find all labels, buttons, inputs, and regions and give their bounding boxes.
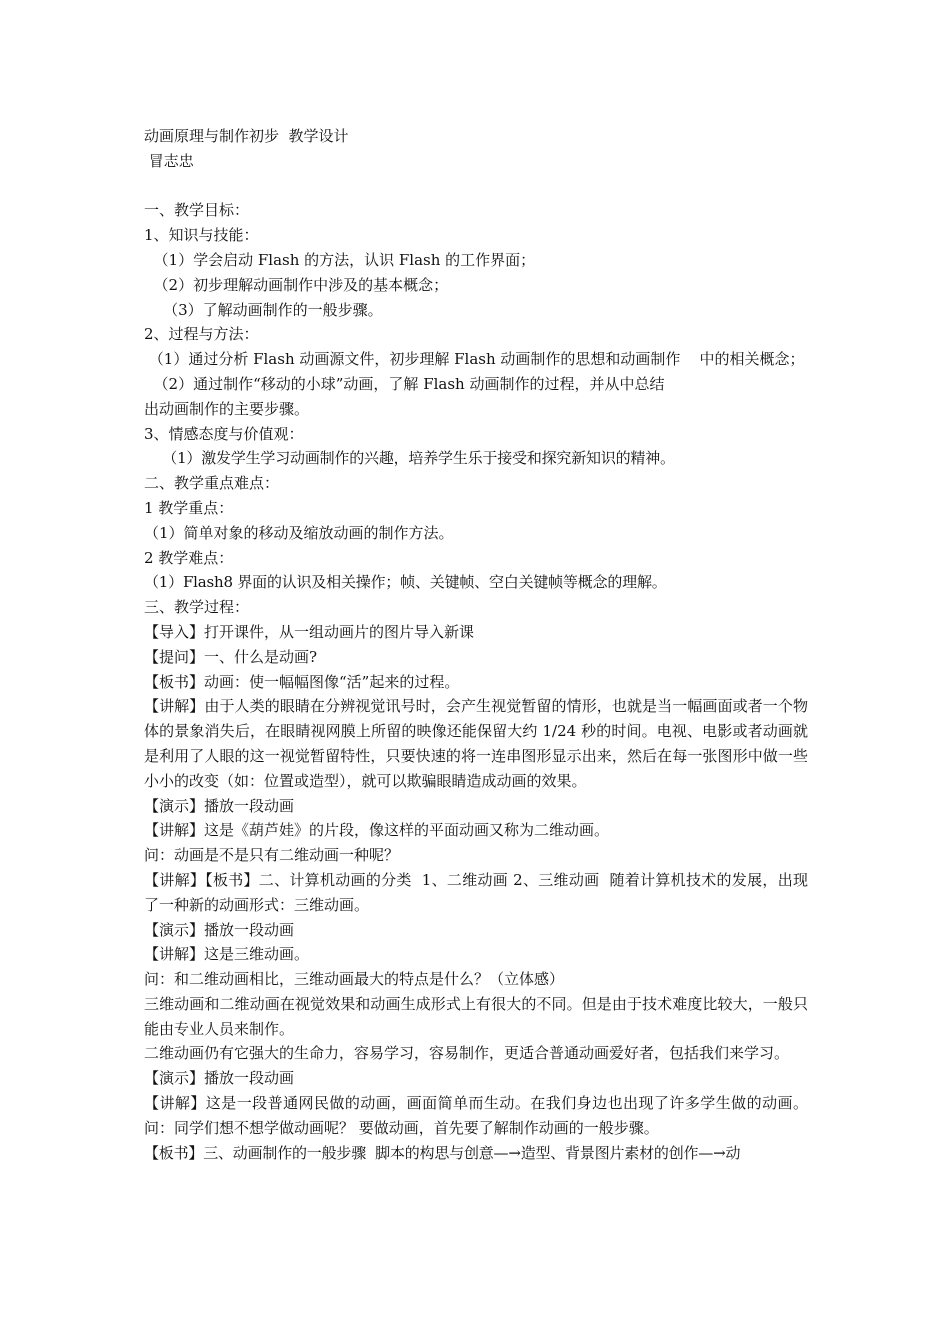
process-paragraph: 【讲解】【板书】二、计算机动画的分类 1、二维动画 2、三维动画 随着计算机技术的发展，出现了一种新的动画形式：三维动画。	[144, 870, 808, 914]
subheading-difficulty: 2 教学难点：	[144, 548, 234, 567]
process-paragraph: 【演示】播放一段动画	[144, 796, 295, 815]
process-paragraph: 【提问】一、什么是动画?	[144, 647, 318, 666]
section-heading-process: 三、教学过程：	[144, 598, 250, 617]
objective-item: （1）通过分析 Flash 动画源文件，初步理解 Flash 动画制作的思想和动画制作 中的相关概念；	[144, 350, 805, 369]
objective-item-continued: 出动画制作的主要步骤。	[144, 399, 310, 418]
subheading-key-point: 1 教学重点：	[144, 498, 234, 517]
process-paragraph: 二维动画仍有它强大的生命力，容易学习，容易制作，更适合普通动画爱好者，包括我们来学习。	[144, 1044, 790, 1063]
key-point-item: （1）简单对象的移动及缩放动画的制作方法。	[144, 523, 454, 542]
subheading-knowledge-skills: 1、知识与技能：	[144, 226, 259, 245]
process-paragraph: 问：和二维动画相比，三维动画最大的特点是什么？（立体感）	[144, 970, 565, 989]
process-paragraph: 问：动画是不是只有二维动画一种呢？	[144, 846, 400, 865]
document-title: 动画原理与制作初步 教学设计	[144, 127, 349, 145]
process-paragraph: 【讲解】这是一段普通网民做的动画，画面简单而生动。在我们身边也出现了许多学生做的动画。问：同学们想不想学做动画呢？ 要做动画，首先要了解制作动画的一般步骤。	[144, 1094, 808, 1137]
document-author: 冒志忠	[144, 151, 194, 170]
objective-item: （2）通过制作“移动的小球”动画，了解 Flash 动画制作的过程，并从中总结	[144, 374, 665, 393]
process-paragraph: 【导入】打开课件，从一组动画片的图片导入新课	[144, 622, 475, 641]
process-paragraph: 【板书】动画：使一幅幅图像“活”起来的过程。	[144, 672, 460, 691]
objective-item: （3）了解动画制作的一般步骤。	[144, 300, 383, 319]
process-paragraph: 【讲解】这是《葫芦娃》的片段，像这样的平面动画又称为二维动画。	[144, 821, 610, 840]
process-paragraph: 【演示】播放一段动画	[144, 1069, 295, 1088]
subheading-process-methods: 2、过程与方法：	[144, 325, 259, 344]
process-paragraph: 【板书】三、动画制作的一般步骤 脚本的构思与创意—→造型、背景图片素材的创作—→动	[144, 1143, 741, 1162]
process-paragraph: 三维动画和二维动画在视觉效果和动画生成形式上有很大的不同。但是由于技术难度比较大，一般只能由专业人员来制作。	[144, 994, 808, 1038]
objective-item: （2）初步理解动画制作中涉及的基本概念；	[144, 275, 449, 294]
difficulty-item: （1）Flash8 界面的认识及相关操作；帧、关键帧、空白关键帧等概念的理解。	[144, 573, 667, 592]
section-heading-objectives: 一、教学目标：	[144, 201, 250, 220]
objective-item: （1）激发学生学习动画制作的兴趣，培养学生乐于接受和探究新知识的精神。	[144, 449, 675, 468]
process-paragraph: 【演示】播放一段动画	[144, 920, 295, 939]
subheading-attitude-values: 3、情感态度与价值观：	[144, 424, 304, 443]
process-paragraph: 【讲解】这是三维动画。	[144, 945, 310, 964]
document-page	[144, 124, 808, 1165]
process-paragraph: 【讲解】由于人类的眼睛在分辨视觉讯号时，会产生视觉暂留的情形，也就是当一幅画面或者一个物体的景象消失后，在眼睛视网膜上所留的映像还能保留大约 1/24 秒的时间。电视、电影或者动画就是利用了人眼的这一视觉暂留特性，只要快速的将一连串图形显示出来，然后在每一张图形中做一些小小的改变（如：位置或造型），就可以欺骗眼睛造成动画的效果。	[144, 697, 808, 790]
blank-line	[144, 174, 808, 199]
objective-item: （1）学会启动 Flash 的方法，认识 Flash 的工作界面；	[144, 250, 536, 269]
section-heading-key-points: 二、教学重点难点：	[144, 474, 280, 493]
